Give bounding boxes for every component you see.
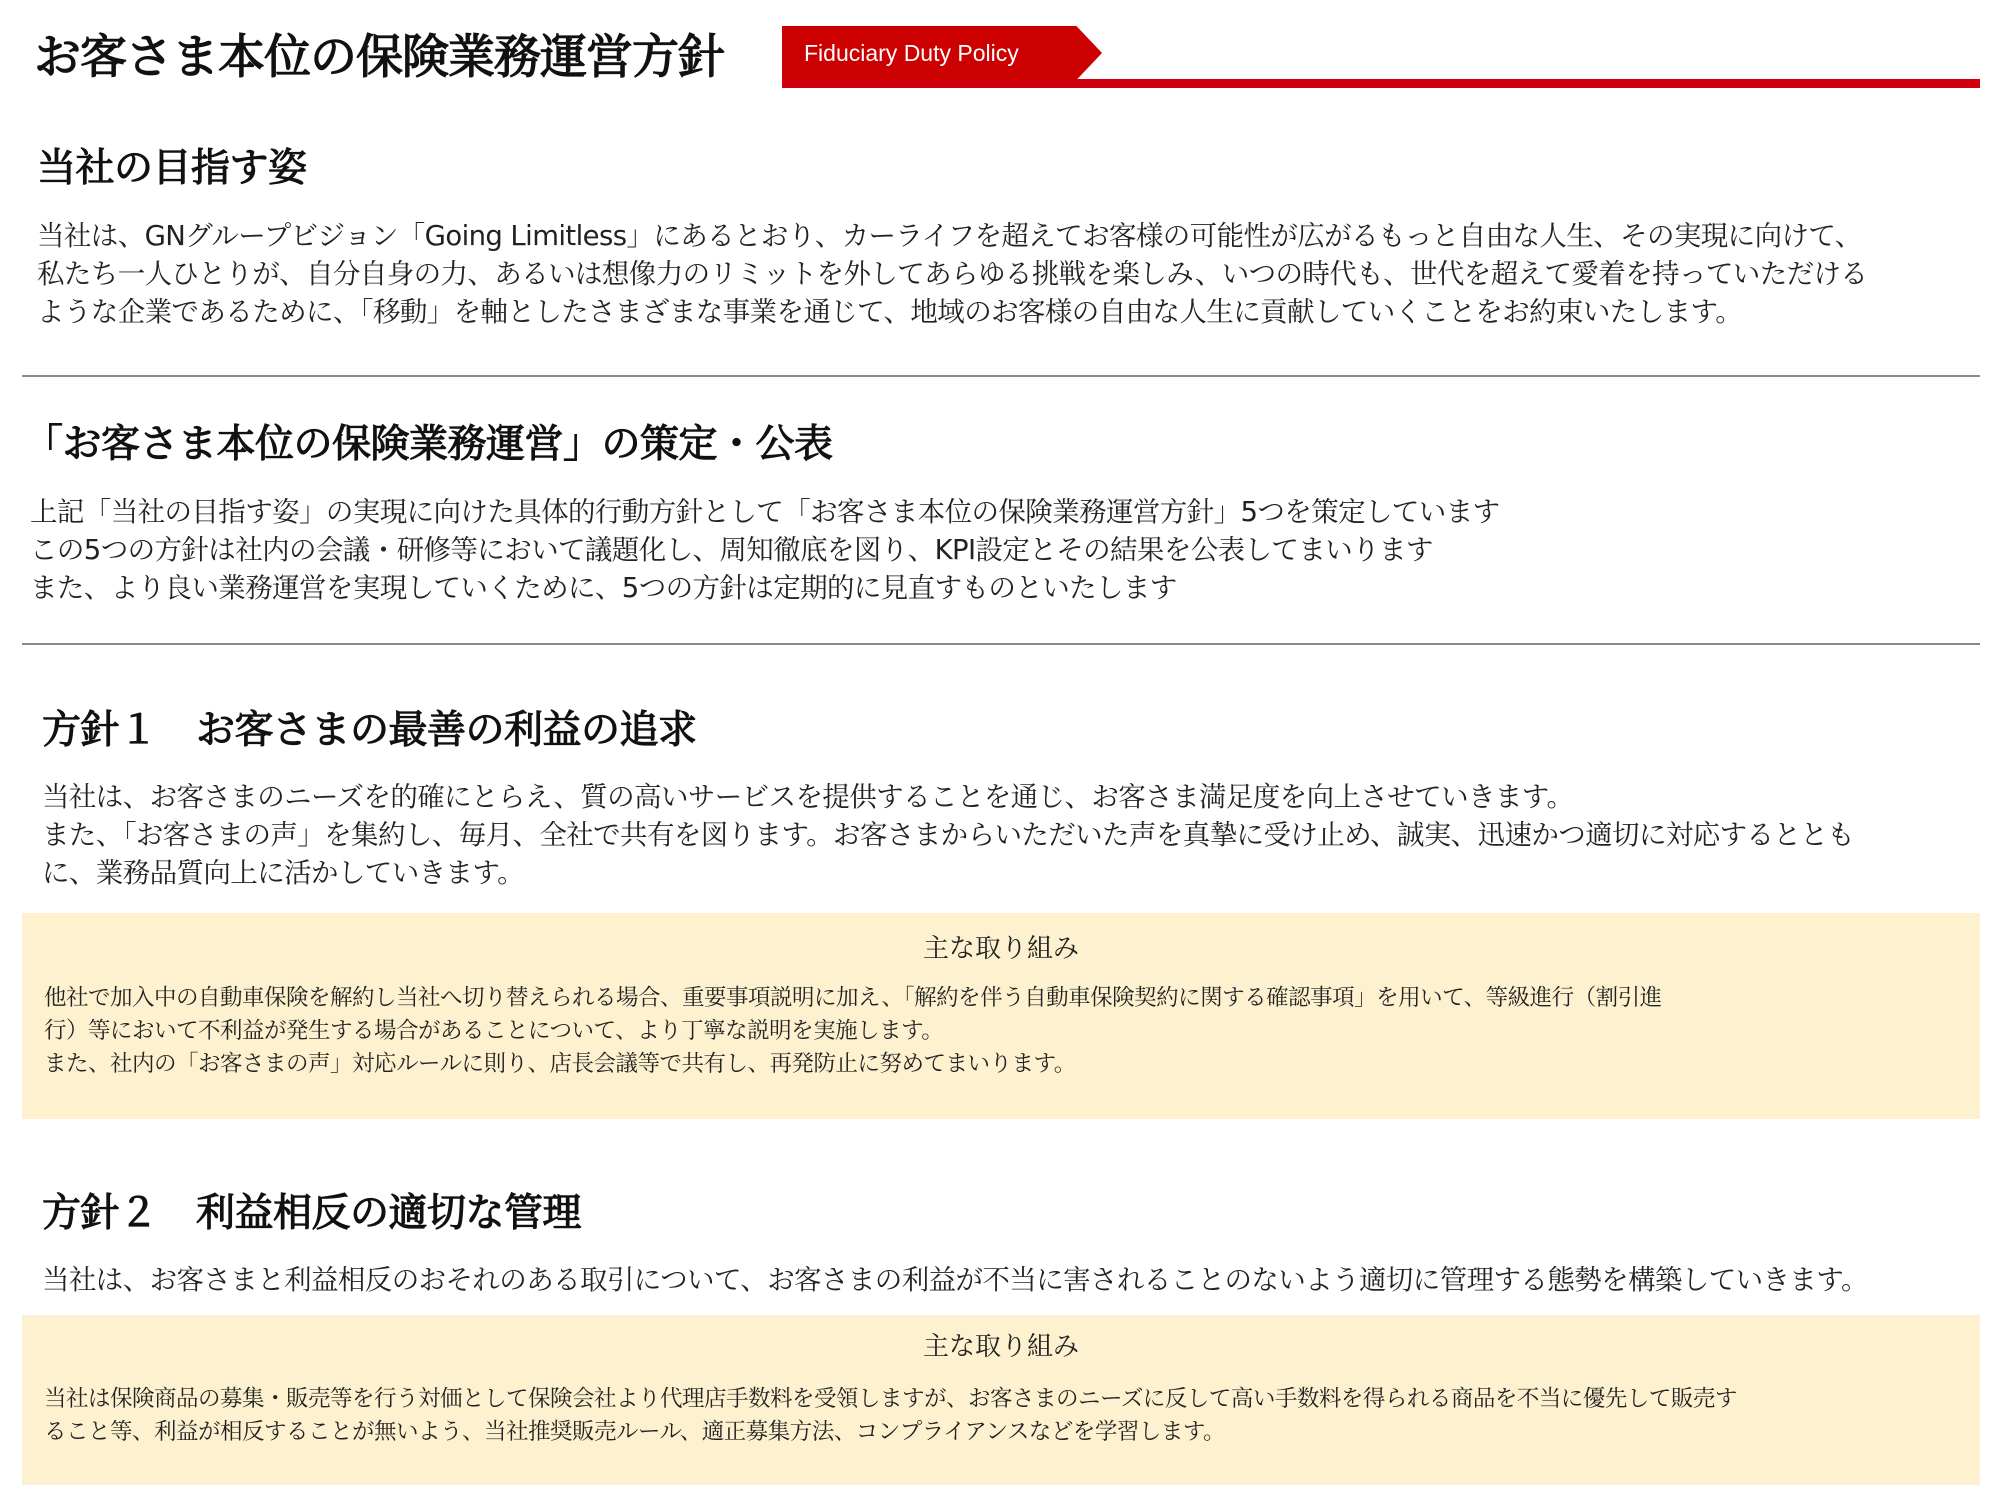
publication-heading: 「お客さま本位の保険業務運営」の策定・公表 [24,422,833,467]
publication-line: この5つの方針は社内の会議・研修等において議題化し、周知徹底を図り、KPI設定とその結果を公表してまいります [30,534,1433,566]
vision-text [37,217,1977,331]
policy2-line: 当社は、お客さまと利益相反のおそれのある取引について、お客さまの利益が不当に害されることのないよう適切に管理する態勢を構築していきます。 [42,1264,1868,1296]
policy1-line: 当社は、お客さまのニーズを的確にとらえ、質の高いサービスを提供することを通じ、お客さま満足度を向上させていきます。 [42,781,1574,813]
vision-line: 当社は、GNグループビジョン「Going Limitless」にあるとおり、カーライフを超えてお客様の可能性が広がるもっと自由な人生、その実現に向けて、 [37,220,1862,252]
publication-line: 上記「当社の目指す姿」の実現に向けた具体的行動方針として「お客さま本位の保険業務運営方針」5つを策定しています [30,496,1500,528]
page-title: お客さま本位の保険業務運営方針 [34,30,724,85]
policy1-initiatives-text [22,967,1980,1081]
policy1-heading: 方針１ お客さまの最善の利益の追求 [42,708,697,753]
policy1-line: また、「お客さまの声」を集約し、毎月、全社で共有を図ります。お客さまからいただいた声を真摯に受け止め、誠実、迅速かつ適切に対応するととも [42,819,1855,851]
policy1-initiative-line: 行）等において不利益が発生する場合があることについて、より丁寧な説明を実施します。 [44,1018,944,1044]
policy1-initiatives-title: 主な取り組み [922,934,1079,964]
policy2-initiative-line: 当社は保険商品の募集・販売等を行う対価として保険会社より代理店手数料を受領しますが、お客さまのニーズに反して高い手数料を得られる商品を不当に優先して販売す [44,1386,1737,1412]
policy2-heading: 方針２ 利益相反の適切な管理 [42,1191,582,1236]
policy1-initiative-line: また、社内の「お客さまの声」対応ルールに則り、店長会議等で共有し、再発防止に努めてまいります。 [44,1051,1076,1077]
policy1-line: に、業務品質向上に活かしていきます。 [42,857,524,889]
section-divider [22,643,1980,645]
section-divider [22,375,1980,377]
vision-heading: 当社の目指す姿 [37,146,307,191]
vision-line: 私たち一人ひとりが、自分自身の力、あるいは想像力のリミットを外してあらゆる挑戦を楽しみ、いつの時代も、世代を超えて愛着を持っていただける [37,258,1868,290]
policy2-text [42,1261,1992,1299]
policy1-text [42,778,1982,892]
policy2-initiatives-box [22,1315,1980,1485]
policy2-initiative-line: ること等、利益が相反することが無いよう、当社推奨販売ルール、適正募集方法、コンプライアンスなどを学習します。 [44,1419,1226,1445]
policy2-initiatives-title: 主な取り組み [922,1332,1079,1362]
publication-line: また、より良い業務運営を実現していくために、5つの方針は定期的に見直すものといたします [30,572,1177,604]
policy1-initiatives-box [22,913,1980,1119]
vision-line: ような企業であるために、「移動」を軸としたさまざまな事業を通じて、地域のお客様の自由な人生に貢献していくことをお約束いたします。 [37,296,1743,328]
title-underline [782,79,1980,88]
policy-tag-label: Fiduciary Duty Policy [804,40,1019,66]
publication-text [30,493,1970,607]
policy2-initiatives-text [22,1365,1980,1449]
policy1-initiative-line: 他社で加入中の自動車保険を解約し当社へ切り替えられる場合、重要事項説明に加え、「解約を伴う自動車保険契約に関する確認事項」を用いて、等級進行（割引進 [44,985,1662,1011]
